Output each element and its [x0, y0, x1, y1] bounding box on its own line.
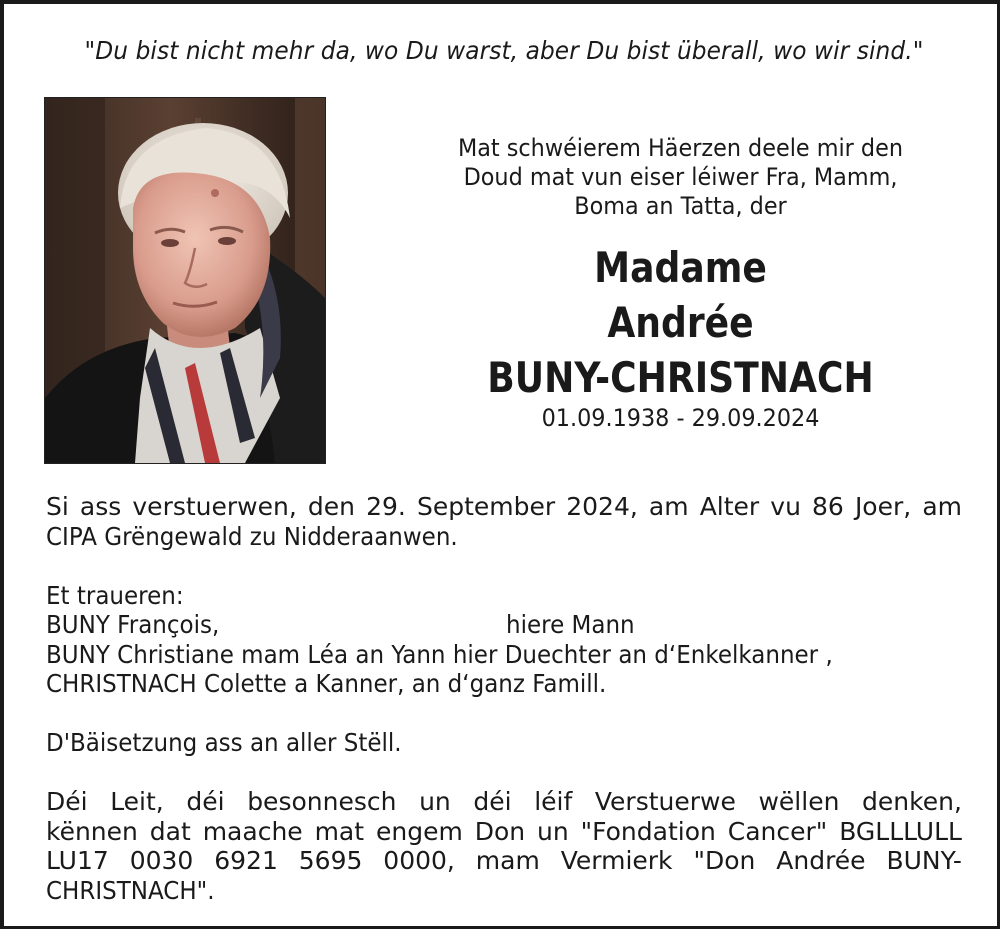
name-last: BUNY-CHRISTNACH	[487, 353, 874, 402]
mourner-relation: hier Duechter an d‘Enkelkanner ,	[452, 639, 833, 669]
passing-line-1: Si ass verstuerwen, den 29. September 2024, am Alter vu 86 Joer, am	[46, 492, 962, 521]
life-dates: 01.09.1938 - 29.09.2024	[541, 404, 820, 432]
mourner-name: CHRISTNACH Colette a Kanner, an d‘ganz Famill.	[46, 669, 607, 698]
donation-line-3: LU17 0030 6921 5695 0000, mam Vermierk "Don Andrée BUNY-	[46, 846, 962, 875]
mourners-heading: Et traueren:	[46, 580, 184, 610]
burial-notice: D'Bäisetzung ass an aller Stëll.	[46, 728, 402, 757]
donation-line-1: Déi Leit, déi besonnesch un déi léif Verstuerwe wëllen denken,	[46, 787, 962, 816]
intro-line: Doud mat vun eiser léiwer Fra, Mamm,	[463, 163, 898, 191]
intro-line: Boma an Tatta, der	[574, 192, 787, 220]
obituary-body	[46, 492, 962, 905]
donation-line-4: CHRISTNACH".	[46, 875, 215, 905]
donation-line-2: kënnen dat maache mat engem Don un "Fondation Cancer" BGLLLULL	[46, 816, 962, 846]
intro-line: Mat schwéierem Häerzen deele mir den	[457, 134, 903, 162]
memorial-quote: "Du bist nicht mehr da, wo Du warst, aber Du bist überall, wo wir sind."	[84, 36, 924, 65]
name-first: Andrée	[607, 298, 754, 347]
mourner-name: BUNY Christiane mam Léa an Yann	[46, 639, 446, 669]
portrait-icon	[45, 98, 325, 463]
mourner-row	[46, 669, 889, 699]
name-title: Madame	[594, 243, 767, 292]
mourner-relation: hiere Mann	[506, 610, 635, 639]
portrait-photo	[44, 97, 326, 464]
mourner-name: BUNY François,	[46, 610, 220, 639]
announcement-intro	[405, 134, 956, 221]
mourner-row	[46, 610, 889, 640]
deceased-name	[426, 240, 936, 405]
mourner-row	[46, 640, 889, 670]
passing-line-2: CIPA Grëngewald zu Nidderaanwen.	[46, 521, 458, 551]
